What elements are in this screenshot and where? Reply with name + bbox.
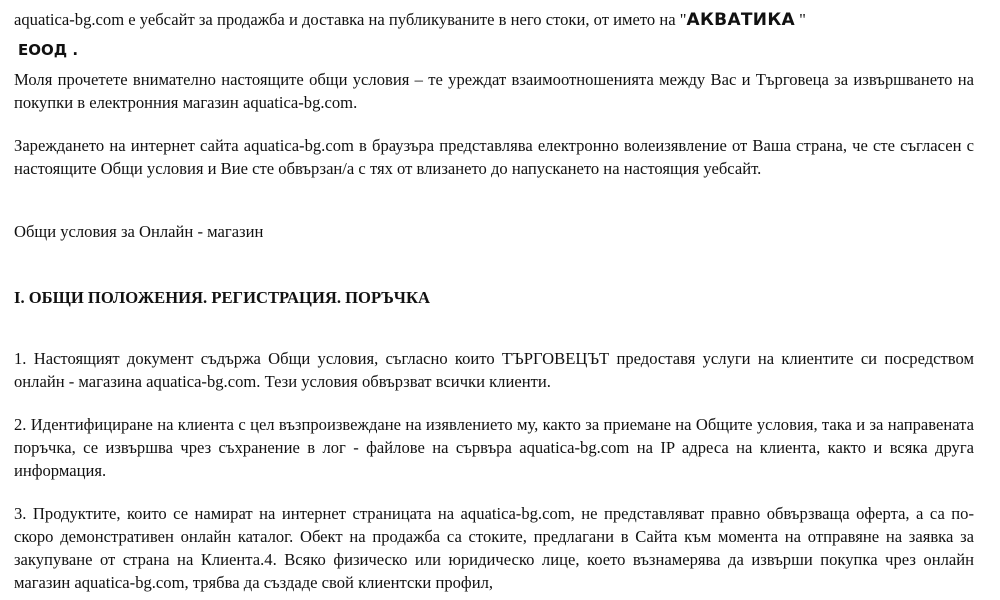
section-heading: I. ОБЩИ ПОЛОЖЕНИЯ. РЕГИСТРАЦИЯ. ПОРЪЧКА bbox=[14, 288, 430, 307]
intro-quote-close: " bbox=[794, 10, 806, 29]
intro-text: aquatica-bg.com е уебсайт за продажба и доставка на публикуваните в него стоки, от името на " bbox=[14, 10, 687, 29]
site-loading-paragraph: Зареждането на интернет сайта aquatica-bg.com в браузъра представлява електронно волеизявление от Ваша страна, че сте съгласен с настоящите Общи условия и Вие сте обвързан/а с тях от влизането до напускането на настоящия уебсайт. bbox=[14, 136, 974, 178]
terms-title: Общи условия за Онлайн - магазин bbox=[14, 222, 264, 241]
clause-1: 1. Настоящият документ съдържа Общи условия, съгласно които ТЪРГОВЕЦЪТ предоставя услуги на клиентите си посредством онлайн - магазина aquatica-bg.com. Тези условия обвързват всички клиенти. bbox=[14, 349, 974, 391]
brand-name: АКВАТИКА bbox=[686, 10, 795, 30]
company-legal-form: ЕООД . bbox=[18, 41, 79, 59]
clause-3: 3. Продуктите, които се намират на интернет страницата на aquatica-bg.com, не представляват правно обвързваща оферта, а са по-скоро демонстративен онлайн каталог. Обект на продажба са стоките, предлагани в Сайта към момента на отправяне на заявка за закупуване от страна на Клиента.4. Всяко физическо или юридическо лице, което възнамерява да извърши покупка чрез онлайн магазин aquatica-bg.com, трябва да създаде свой клиентски профил, bbox=[14, 504, 974, 592]
intro-line bbox=[14, 8, 974, 32]
clause-2: 2. Идентифициране на клиента с цел възпроизвеждане на изявлението му, както за приемане на Общите условия, така и за направената поръчка, се извършва чрез съхранение в лог - файлове на сървъра aquatica-bg.com на IP адреса на клиента, както и всяка друга информация. bbox=[14, 415, 974, 480]
read-terms-paragraph: Моля прочетете внимателно настоящите общи условия – те уреждат взаимоотношенията между Вас и Търговеца за извършването на покупки в електронния магазин aquatica-bg.com. bbox=[14, 70, 974, 112]
